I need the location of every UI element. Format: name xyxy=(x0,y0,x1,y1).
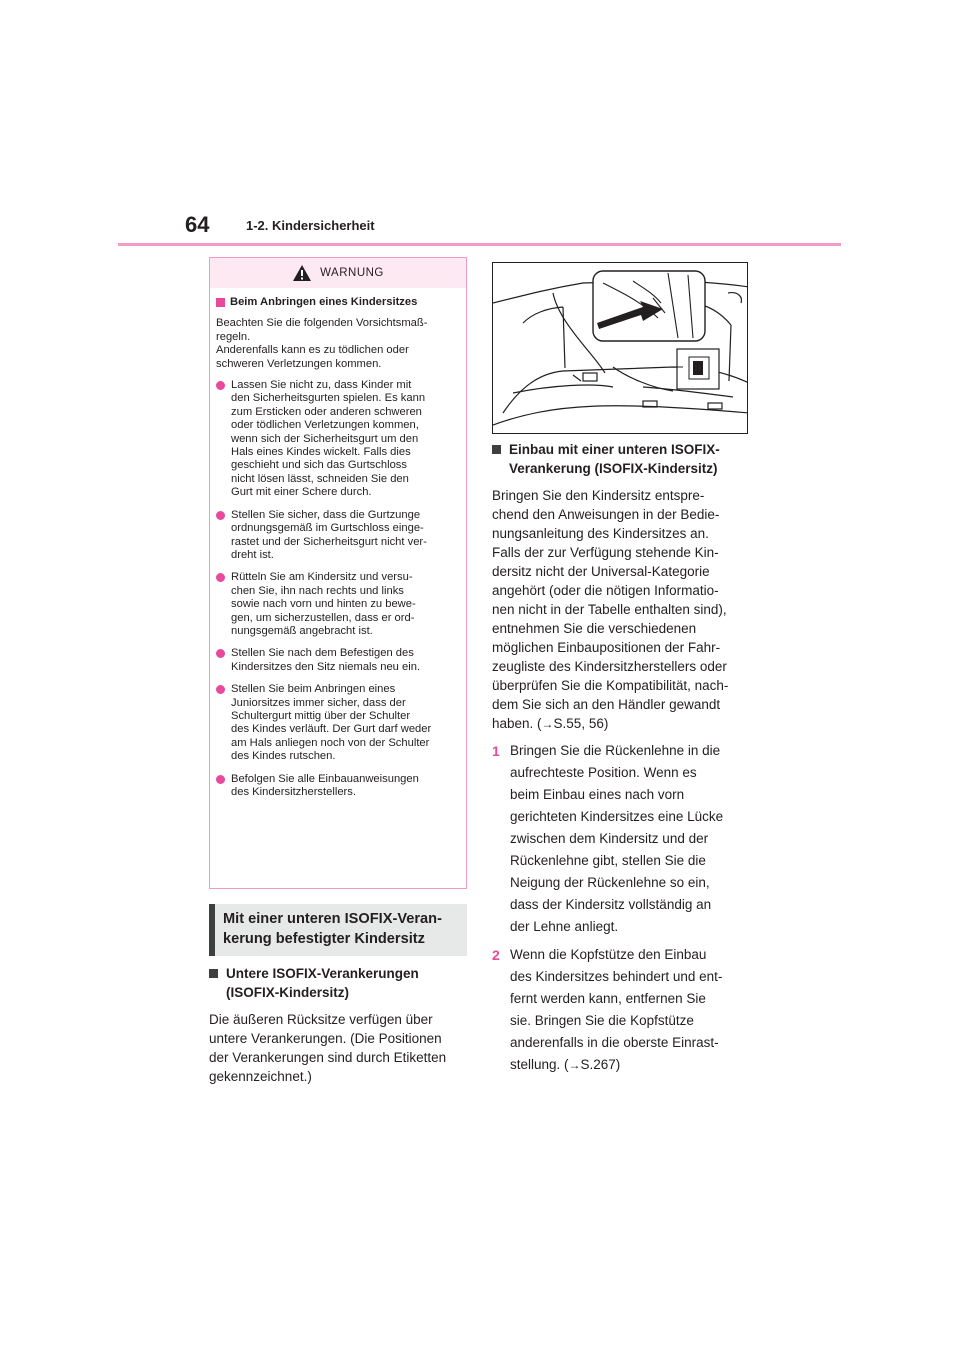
step-text xyxy=(510,944,722,1076)
step-number: 2 xyxy=(492,947,500,963)
warning-heading xyxy=(216,296,458,309)
warning-triangle-icon xyxy=(292,264,312,282)
warning-bullet-line: wenn sich der Sicherheitsgurt um den xyxy=(231,432,419,445)
warning-bullet-line: oder tödlichen Verletzungen kommen, xyxy=(231,419,419,432)
heading-line: (ISOFIX-Kindersitz) xyxy=(226,985,350,1000)
para-line: Falls der zur Verfügung stehende Kin- xyxy=(492,545,719,560)
subheading-line: kerung befestigter Kindersitz xyxy=(223,931,425,947)
left-column-text xyxy=(209,964,471,1086)
seat-illustration-svg xyxy=(493,263,748,434)
para-line: überprüfen Sie die Kompatibilität, nach- xyxy=(492,678,729,693)
step-line: Rückenlehne gibt, stellen Sie die xyxy=(510,853,706,868)
warning-bullet-list xyxy=(216,379,458,799)
warning-bullet-line: Lassen Sie nicht zu, dass Kinder mit xyxy=(231,379,412,392)
warning-bullet xyxy=(216,647,458,674)
warning-bullet-line: zum Ersticken oder anderen schweren xyxy=(231,405,422,418)
round-bullet-icon xyxy=(216,649,225,658)
warning-bullet-line: Stellen Sie sicher, dass die Gurtzunge xyxy=(231,508,421,521)
warning-bullet-line: des Kindersitzherstellers. xyxy=(231,786,356,798)
warning-bullet xyxy=(216,683,458,763)
para-line: Die äußeren Rücksitze verfügen über xyxy=(209,1012,433,1027)
round-bullet-icon xyxy=(216,775,225,784)
warning-bullet-line: Stellen Sie beim Anbringen eines xyxy=(231,683,396,696)
warning-bullet xyxy=(216,773,458,800)
warning-bullet-line: ordnungsgemäß im Gurtschloss einge- xyxy=(231,522,424,535)
warning-intro-line: Beachten Sie die folgenden Vorsichtsmaß- xyxy=(216,317,428,330)
warning-bullet xyxy=(216,571,458,638)
heading-line: Untere ISOFIX-Verankerungen xyxy=(226,966,419,981)
square-bullet-icon xyxy=(492,445,501,454)
section-subheading xyxy=(209,904,467,956)
warning-bullet-line: Juniorsitzes immer sicher, dass der xyxy=(231,696,406,709)
warning-bullet-text xyxy=(231,647,420,674)
step-line: Bringen Sie die Rückenlehne in die xyxy=(510,743,721,758)
step-line: gerichteten Kindersitzes eine Lücke xyxy=(510,809,724,824)
isofix-install-paragraph xyxy=(492,486,754,734)
step-2 xyxy=(492,944,754,1076)
para-line-reference xyxy=(492,714,754,734)
reference-prefix: haben. ( xyxy=(492,716,542,731)
round-bullet-icon xyxy=(216,685,225,694)
step-number: 1 xyxy=(492,743,500,759)
step-line: anderenfalls in die oberste Einrast- xyxy=(510,1035,719,1050)
para-line: chend den Anweisungen in der Bedie- xyxy=(492,507,720,522)
warning-bullet-line: Schultergurt mittig über der Schulter xyxy=(231,709,411,722)
warning-bullet-line: am Hals anliegen noch von der Schulter xyxy=(231,736,430,749)
warning-bullet-line: nungsgemäß angebracht ist. xyxy=(231,624,373,637)
para-line: zeugliste des Kindersitzherstellers oder xyxy=(492,659,727,674)
para-line: nen nicht in der Tabelle enthalten sind), xyxy=(492,602,727,617)
warning-bullet-text xyxy=(231,683,431,763)
warning-bullet-line: Kindersitzes den Sitz niemals neu ein. xyxy=(231,660,421,673)
warning-bullet-text xyxy=(231,773,419,800)
warning-bullet xyxy=(216,509,458,563)
para-line: der Verankerungen sind durch Etiketten xyxy=(209,1050,447,1065)
warning-bullet-line: dreht ist. xyxy=(231,548,274,561)
para-line: untere Verankerungen. (Die Positionen xyxy=(209,1031,442,1046)
step-line: beim Einbau eines nach vorn xyxy=(510,787,685,802)
reference-page: S.267) xyxy=(580,1057,621,1072)
warning-bullet-line: Rütteln Sie am Kindersitz und versu- xyxy=(231,571,413,584)
isofix-anchor-paragraph xyxy=(209,1010,471,1086)
warning-intro-line: schweren Verletzungen kommen. xyxy=(216,357,382,370)
isofix-install-heading xyxy=(492,440,754,478)
reference-page: S.55, 56) xyxy=(553,716,609,731)
step-line-reference xyxy=(510,1054,722,1076)
para-line: Bringen Sie den Kindersitz entspre- xyxy=(492,488,705,503)
warning-intro-line: Anderenfalls kann es zu tödlichen oder xyxy=(216,344,409,357)
round-bullet-icon xyxy=(216,573,225,582)
step-text xyxy=(510,740,723,938)
step-line: der Lehne anliegt. xyxy=(510,919,619,934)
warning-bullet xyxy=(216,379,458,500)
warning-bullet-text xyxy=(231,571,416,638)
warning-bullet-text xyxy=(231,379,425,500)
step-line: zwischen dem Kindersitz und der xyxy=(510,831,709,846)
warning-intro-line: regeln. xyxy=(216,330,251,343)
step-line: aufrechteste Position. Wenn es xyxy=(510,765,697,780)
heading-text xyxy=(509,440,720,478)
reference-prefix: stellung. ( xyxy=(510,1057,569,1072)
warning-box xyxy=(209,257,467,889)
warning-bullet-line: rastet und der Sicherheitsgurt nicht ver- xyxy=(231,535,427,548)
round-bullet-icon xyxy=(216,381,225,390)
warning-body xyxy=(210,288,466,799)
para-line: gekennzeichnet.) xyxy=(209,1069,312,1084)
page-number: 64 xyxy=(185,212,210,237)
reference-arrow-icon: → xyxy=(568,1058,581,1072)
subheading-line: Mit einer unteren ISOFIX-Veran- xyxy=(223,911,442,927)
warning-bullet-line: nicht lösen lässt, schneiden Sie den xyxy=(231,472,409,485)
step-1 xyxy=(492,740,754,938)
warning-title: WARNUNG xyxy=(320,267,384,279)
warning-bullet-line: Stellen Sie nach dem Befestigen des xyxy=(231,647,414,660)
para-line: angehört (oder die nötigen Informatio- xyxy=(492,583,719,598)
para-line: dem Sie sich an den Händler gewandt xyxy=(492,697,721,712)
square-bullet-icon xyxy=(216,298,225,307)
para-line: entnehmen Sie die verschiedenen xyxy=(492,621,697,636)
warning-bullet-line: den Sicherheitsgurten spielen. Es kann xyxy=(231,392,426,405)
warning-bullet-line: des Kindes rutschen. xyxy=(231,750,336,763)
warning-intro xyxy=(216,317,458,371)
warning-bullet-line: chen Sie, ihn nach rechts und links xyxy=(231,584,404,597)
warning-heading-text: Beim Anbringen eines Kindersitzes xyxy=(230,296,418,308)
section-header: 1-2. Kindersicherheit xyxy=(246,218,375,233)
step-line: fernt werden kann, entfernen Sie xyxy=(510,991,706,1006)
warning-bullet-line: gen, um sicherzustellen, dass er ord- xyxy=(231,611,415,624)
rear-seat-isofix-illustration xyxy=(492,262,748,434)
isofix-anchor-heading xyxy=(209,964,471,1002)
square-bullet-icon xyxy=(209,969,218,978)
step-line: des Kindersitzes behindert und ent- xyxy=(510,969,723,984)
reference-arrow-icon: → xyxy=(541,717,554,731)
warning-bullet-line: Gurt mit einer Schere durch. xyxy=(231,486,372,499)
warning-bullet-line: geschieht und sich das Gurtschloss xyxy=(231,459,407,472)
right-column-text xyxy=(492,440,754,1076)
step-line: Wenn die Kopfstütze den Einbau xyxy=(510,947,707,962)
warning-bullet-line: des Kindes verläuft. Der Gurt darf weder xyxy=(231,723,432,736)
step-line: Neigung der Rückenlehne so ein, xyxy=(510,875,710,890)
header-rule xyxy=(118,243,841,246)
para-line: nungsanleitung des Kindersitzes an. xyxy=(492,526,709,541)
heading-line: Verankerung (ISOFIX-Kindersitz) xyxy=(509,461,718,476)
para-line: dersitz nicht der Universal-Kategorie xyxy=(492,564,710,579)
warning-bullet-line: Befolgen Sie alle Einbauanweisungen xyxy=(231,772,419,785)
para-line: möglichen Einbaupositionen der Fahr- xyxy=(492,640,721,655)
warning-bullet-text xyxy=(231,509,427,563)
heading-text xyxy=(226,964,419,1002)
warning-header xyxy=(210,258,466,288)
warning-bullet-line: sowie nach vorn und hinten zu bewe- xyxy=(231,598,416,611)
heading-line: Einbau mit einer unteren ISOFIX- xyxy=(509,442,720,457)
warning-bullet-line: Hals eines Kindes wickelt. Falls dies xyxy=(231,446,411,459)
step-line: sie. Bringen Sie die Kopfstütze xyxy=(510,1013,694,1028)
round-bullet-icon xyxy=(216,511,225,520)
step-line: dass der Kindersitz vollständig an xyxy=(510,897,712,912)
